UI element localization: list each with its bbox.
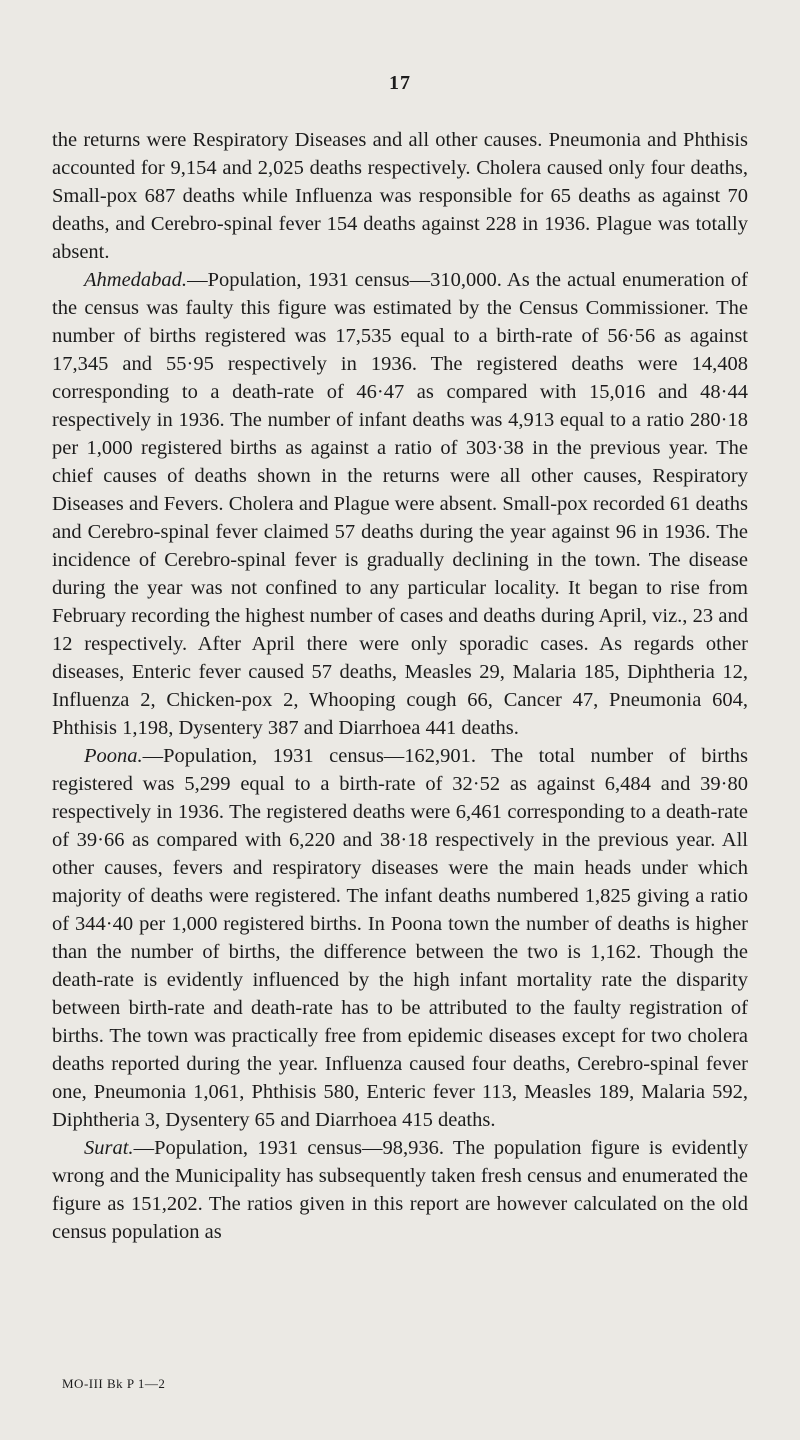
paragraph-text: the returns were Respiratory Diseases and all other causes. Pneumonia and Phthisis accounted for 9,154 and 2,025 deaths respectively. Cholera caused only four deaths, Small-pox 687 deaths while Influenza was responsible for 65 deaths as against 70 deaths, and Cerebro-spinal fever 154 deaths against 228 in 1936. Plague was totally absent. [52,129,748,263]
paragraph-surat [52,1134,748,1246]
paragraph-text: —Population, 1931 census—162,901. The total number of births registered was 5,299 equal to a birth-rate of 32·52 as against 6,484 and 39·80 respectively in 1936. The registered deaths were 6,461 corresponding to a death-rate of 39·66 as compared with 6,220 and 38·18 respectively in the previous year. All other causes, fevers and respiratory diseases were the main heads under which majority of deaths were registered. The infant deaths numbered 1,825 giving a ratio of 344·40 per 1,000 registered births. In Poona town the number of deaths is higher than the number of births, the difference between the two is 1,162. Though the death-rate is evidently influenced by the high infant mortality rate the disparity between birth-rate and death-rate has to be attributed to the faulty registration of births. The town was practically free from epidemic diseases except for two cholera deaths reported during the year. Influenza caused four deaths, Cerebro-spinal fever one, Pneumonia 1,061, Phthisis 580, Enteric fever 113, Measles 189, Malaria 592, Diphtheria 3, Dysentery 65 and Diarrhoea 415 deaths. [52,745,748,1131]
paragraph-ahmedabad [52,266,748,742]
paragraph-poona [52,742,748,1134]
page-number: 17 [389,72,411,94]
paragraph-heading: Surat. [84,1137,134,1159]
paragraph-text: —Population, 1931 census—310,000. As the actual enumeration of the census was faulty this figure was estimated by the Census Commissioner. The number of births registered was 17,535 equal to a birth-rate of 56·56 as against 17,345 and 55·95 respectively in 1936. The registered deaths were 14,408 corresponding to a death-rate of 46·47 as compared with 15,016 and 48·44 respectively in 1936. The number of infant deaths was 4,913 equal to a ratio 280·18 per 1,000 registered births as against a ratio of 303·38 in the previous year. The chief causes of deaths shown in the returns were all other causes, Respiratory Diseases and Fevers. Cholera and Plague were absent. Small-pox recorded 61 deaths and Cerebro-spinal fever claimed 57 deaths during the year against 96 in 1936. The incidence of Cerebro-spinal fever is gradually declining in the town. The disease during the year was not confined to any particular locality. It began to rise from February recording the highest number of cases and deaths during April, viz., 23 and 12 respectively. After April there were only sporadic cases. As regards other diseases, Enteric fever caused 57 deaths, Measles 29, Malaria 185, Diphtheria 12, Influenza 2, Chicken-pox 2, Whooping cough 66, Cancer 47, Pneumonia 604, Phthisis 1,198, Dysentery 387 and Diarrhoea 441 deaths. [52,269,748,739]
paragraph-text: —Population, 1931 census—98,936. The population figure is evidently wrong and the Municipality has subsequently taken fresh census and enumerated the figure as 151,202. The ratios given in this report are however calculated on the old census population as [52,1137,748,1243]
paragraph-heading: Ahmedabad. [84,269,188,291]
paragraph-continued [52,126,748,266]
body-text [52,126,748,1246]
paragraph-heading: Poona. [84,745,143,767]
printer-reference: MO-III Bk P 1—2 [62,1376,166,1391]
